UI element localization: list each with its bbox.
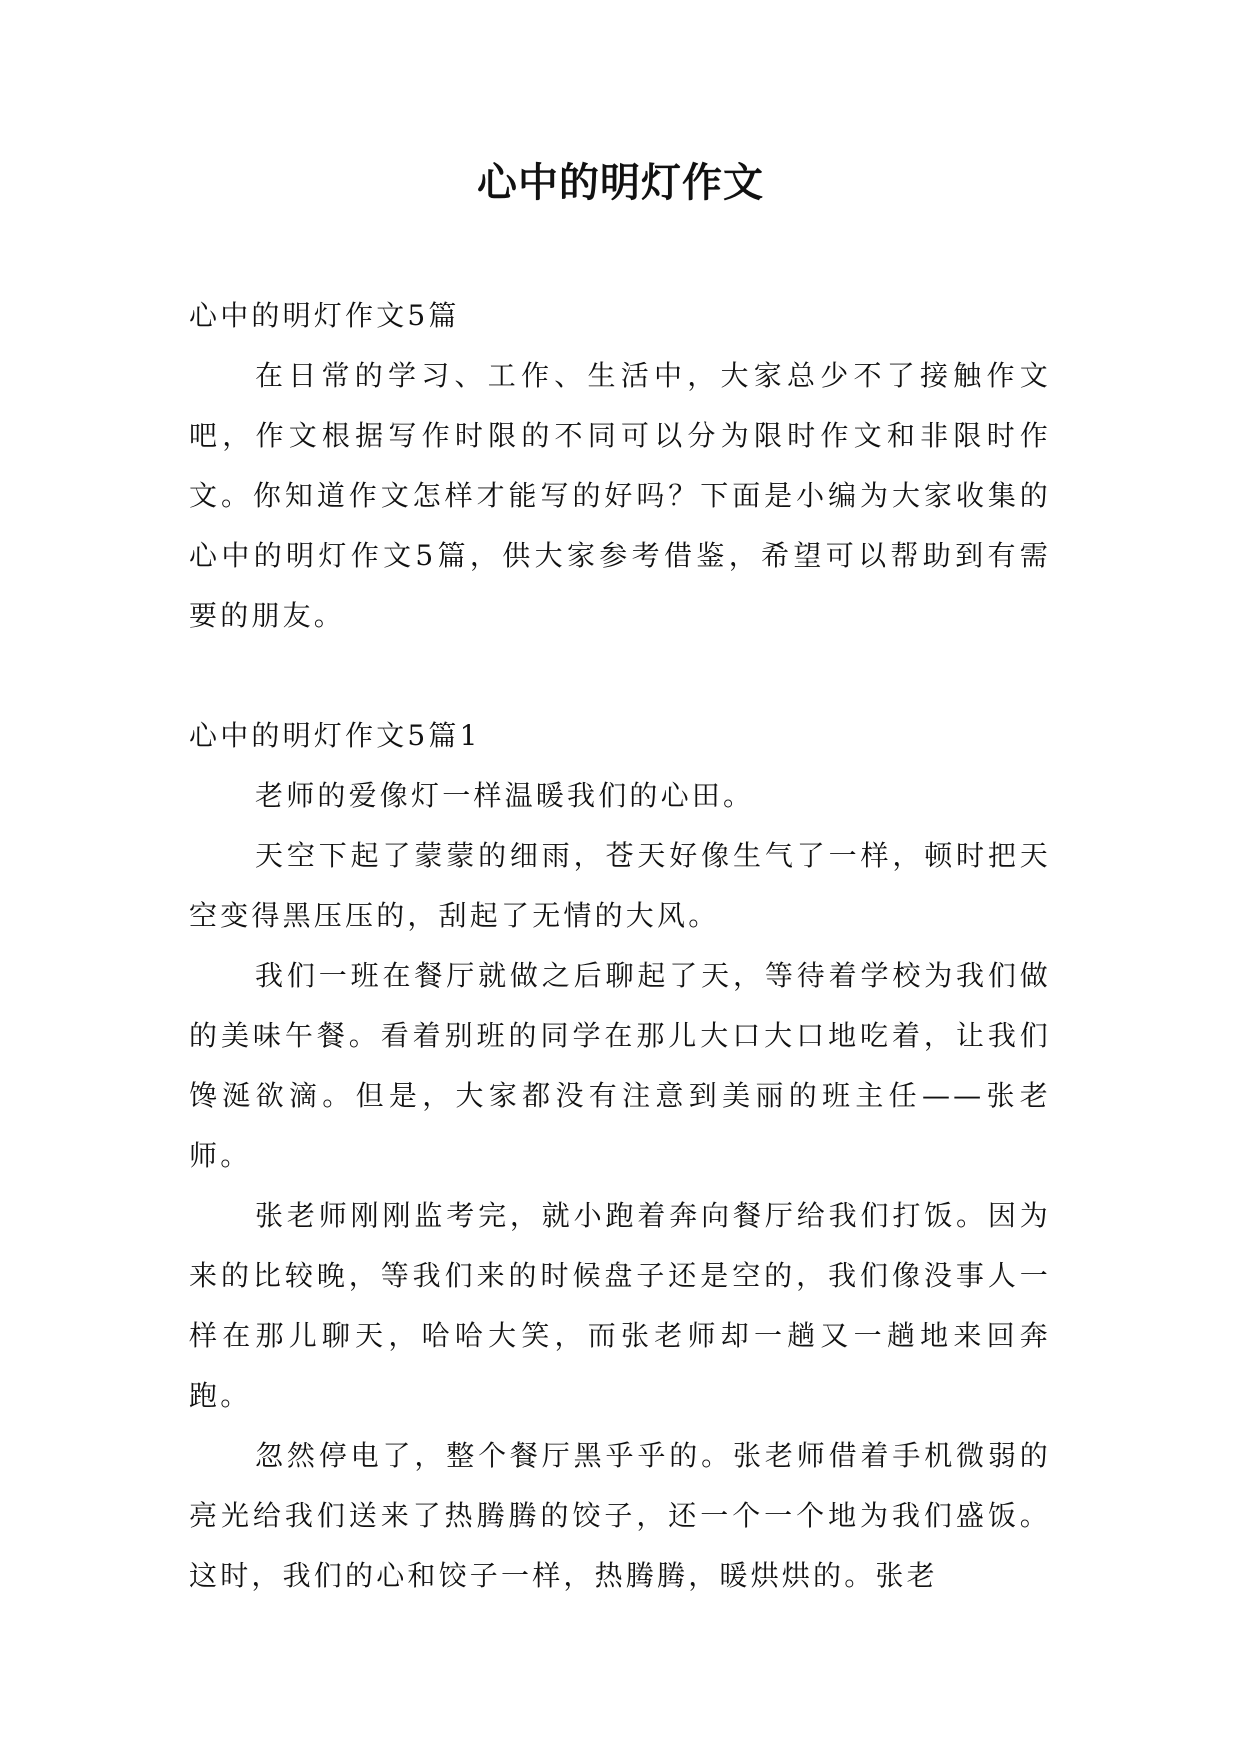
document-title: 心中的明灯作文 <box>477 160 764 206</box>
intro-heading: 心中的明灯作文5篇 <box>189 299 460 332</box>
body-paragraph: 张老师刚刚监考完，就小跑着奔向餐厅给我们打饭。因为来的比较晚，等我们来的时候盘子还是空的，我们像没事人一样在那儿聊天，哈哈大笑，而张老师却一趟又一趟地来回奔跑。 <box>189 1199 1051 1412</box>
intro-paragraph: 在日常的学习、工作、生活中，大家总少不了接触作文吧，作文根据写作时限的不同可以分为限时作文和非限时作文。你知道作文怎样才能写的好吗？下面是小编为大家收集的心中的明灯作文5篇，供大家参考借鉴，希望可以帮助到有需要的朋友。 <box>189 359 1051 632</box>
body-paragraph: 我们一班在餐厅就做之后聊起了天，等待着学校为我们做的美味午餐。看着别班的同学在那儿大口大口地吃着，让我们馋涎欲滴。但是，大家都没有注意到美丽的班主任——张老师。 <box>189 959 1051 1172</box>
section-heading: 心中的明灯作文5篇1 <box>189 719 481 752</box>
body-paragraph: 忽然停电了，整个餐厅黑乎乎的。张老师借着手机微弱的亮光给我们送来了热腾腾的饺子，还一个一个地为我们盛饭。这时，我们的心和饺子一样，热腾腾，暖烘烘的。张老 <box>189 1439 1051 1592</box>
section-spacer <box>189 646 1051 706</box>
document-body <box>189 286 1051 1606</box>
body-paragraph: 天空下起了蒙蒙的细雨，苍天好像生气了一样，顿时把天空变得黑压压的，刮起了无情的大风。 <box>189 839 1051 932</box>
body-paragraph: 老师的爱像灯一样温暖我们的心田。 <box>255 779 755 812</box>
